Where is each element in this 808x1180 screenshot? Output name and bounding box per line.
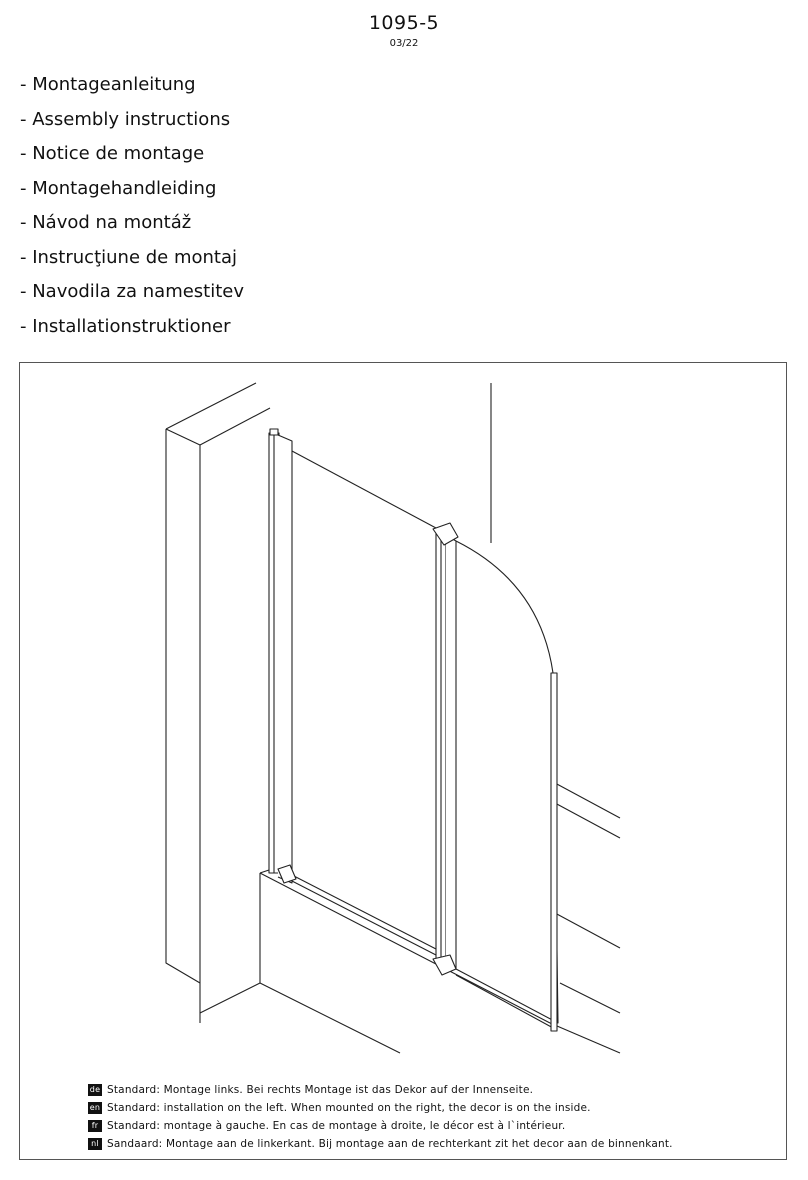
lang-badge-nl: nl — [88, 1138, 102, 1150]
shower-screen-illustration — [20, 363, 786, 1159]
title-fr: - Notice de montage — [20, 143, 205, 164]
title-ro: - Instrucţiune de montaj — [20, 246, 238, 268]
title-en: - Assembly instructions — [20, 108, 231, 130]
title-de: - Montageanleitung — [20, 74, 196, 95]
lang-badge-de: de — [89, 1085, 101, 1094]
note-text: Standard: montage à gauche. En cas de montage à droite, le décor est à l`intérieur. — [107, 1120, 566, 1132]
mounting-notes — [88, 1081, 673, 1153]
note-nl — [88, 1135, 673, 1153]
title-list — [20, 70, 244, 346]
title-nl: - Montagehandleiding — [20, 177, 217, 199]
lang-badge-en: en — [89, 1103, 101, 1112]
doc-number: 1095-5 — [368, 12, 440, 34]
note-text: Sandaard: Montage aan de linkerkant. Bij montage aan de rechterkant zit het decor aan de binnenkant. — [107, 1138, 673, 1150]
lang-badge-fr: fr — [88, 1120, 102, 1132]
title-cs: - Návod na montáž — [20, 212, 192, 233]
note-de — [88, 1081, 673, 1099]
illustration-frame — [19, 362, 787, 1160]
doc-date: 03/22 — [389, 38, 419, 49]
note-text: Standard: Montage links. Bei rechts Montage ist das Dekor auf der Innenseite. — [107, 1084, 534, 1096]
note-text: Standard: installation on the left. When mounted on the right, the decor is on the inside. — [107, 1102, 591, 1114]
note-fr — [88, 1117, 673, 1135]
title-sv: - Installationstruktioner — [20, 315, 231, 337]
title-sl: - Navodila za namestitev — [20, 281, 245, 302]
note-en — [88, 1099, 673, 1117]
